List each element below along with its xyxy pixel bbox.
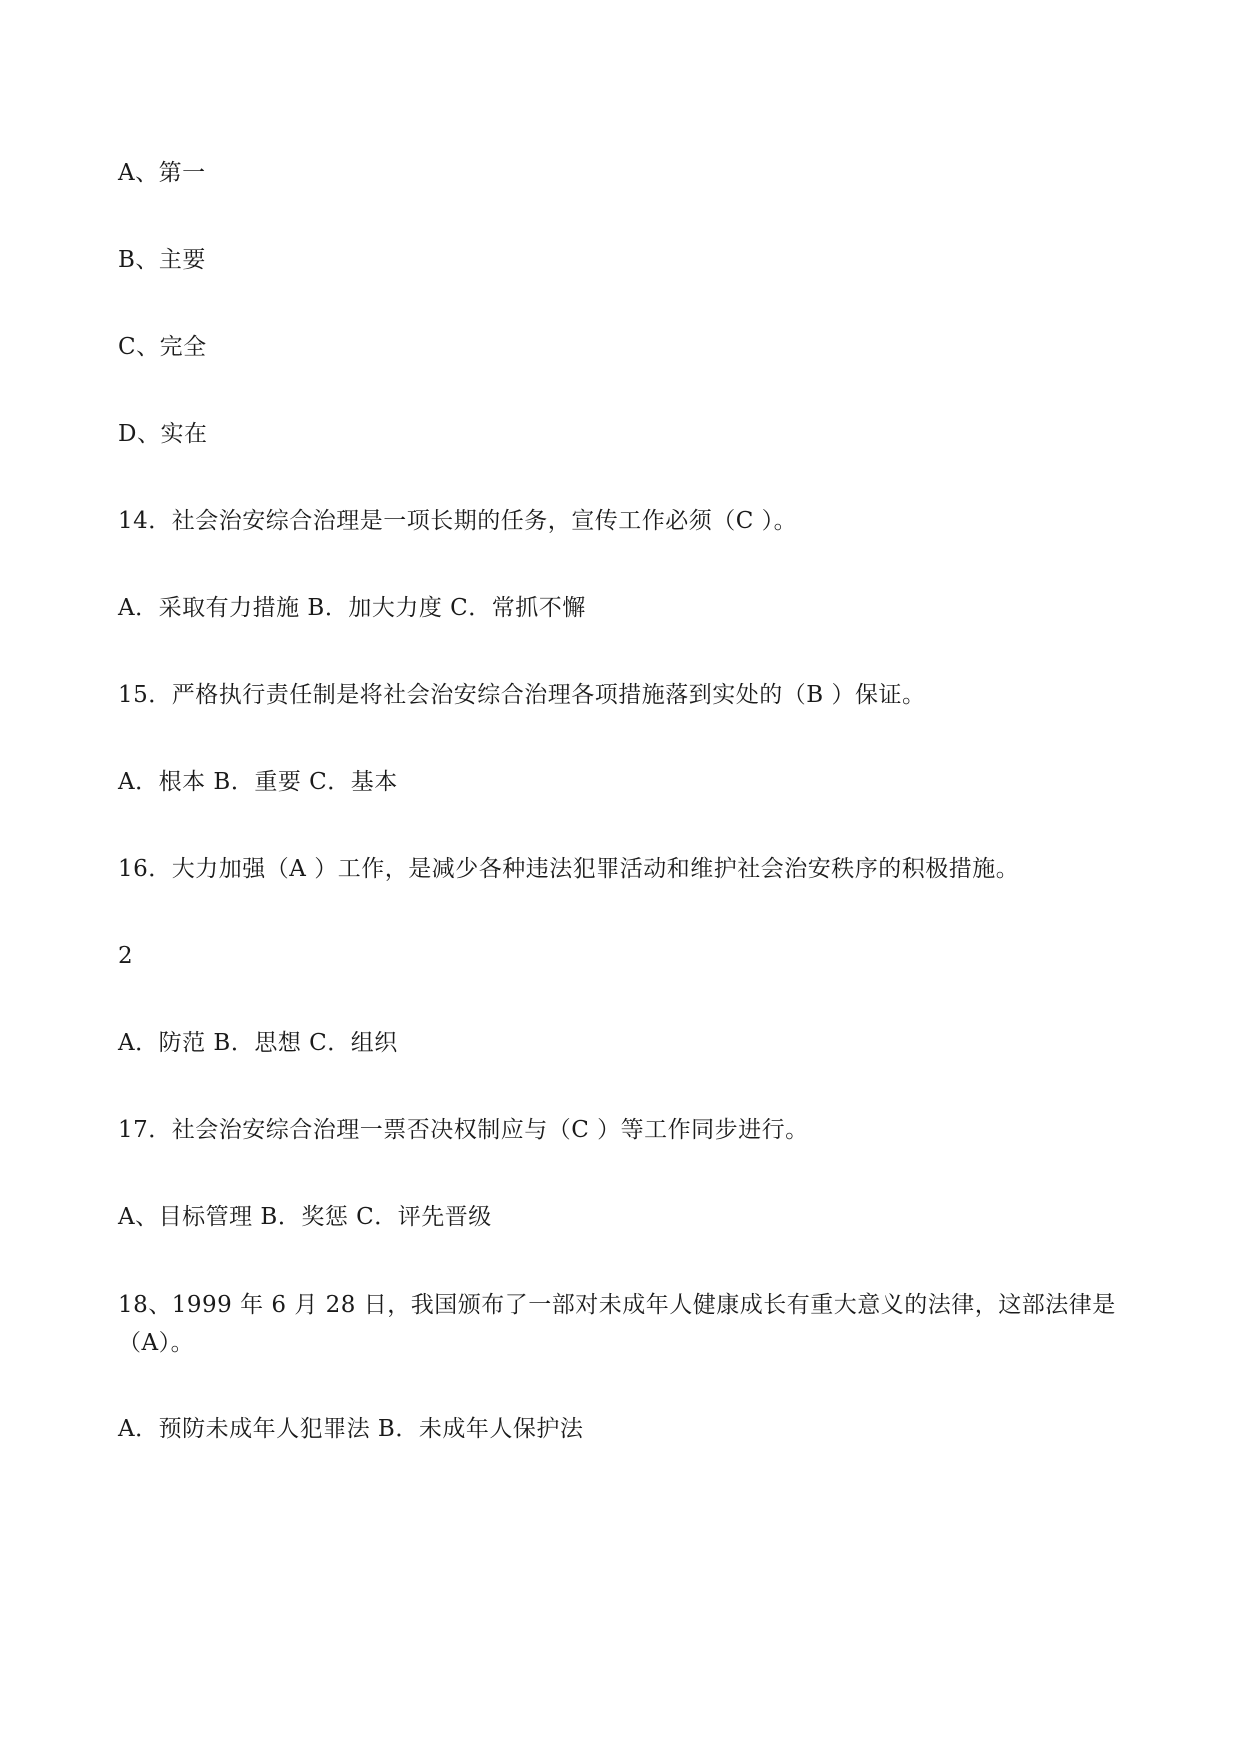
question-16-options: A．防范 B．思想 C．组织 [118, 1030, 398, 1056]
question-18: 18、1999 年 6 月 28 日，我国颁布了一部对未成年人健康成长有重大意义的法律，这部法律是（A）。 [118, 1292, 1116, 1356]
question-17-options: A、目标管理 B．奖惩 C．评先晋级 [118, 1204, 492, 1230]
question-14-options: A．采取有力措施 B．加大力度 C．常抓不懈 [118, 595, 586, 621]
question-15-options: A．根本 B．重要 C．基本 [118, 769, 398, 795]
page-number: 2 [118, 943, 134, 969]
option-c-complete: C、完全 [118, 334, 207, 360]
question-14: 14．社会治安综合治理是一项长期的任务，宣传工作必须（C ）。 [118, 508, 798, 534]
option-a-first: A、第一 [118, 160, 206, 186]
question-15: 15．严格执行责任制是将社会治安综合治理各项措施落到实处的（B ）保证。 [118, 682, 926, 708]
question-17: 17．社会治安综合治理一票否决权制应与（C ）等工作同步进行。 [118, 1117, 809, 1143]
question-16: 16．大力加强（A ）工作，是减少各种违法犯罪活动和维护社会治安秩序的积极措施。 [118, 856, 1020, 882]
option-b-main: B、主要 [118, 247, 206, 273]
question-18-options: A．预防未成年人犯罪法 B．未成年人保护法 [118, 1416, 584, 1442]
option-d-real: D、实在 [118, 421, 208, 447]
